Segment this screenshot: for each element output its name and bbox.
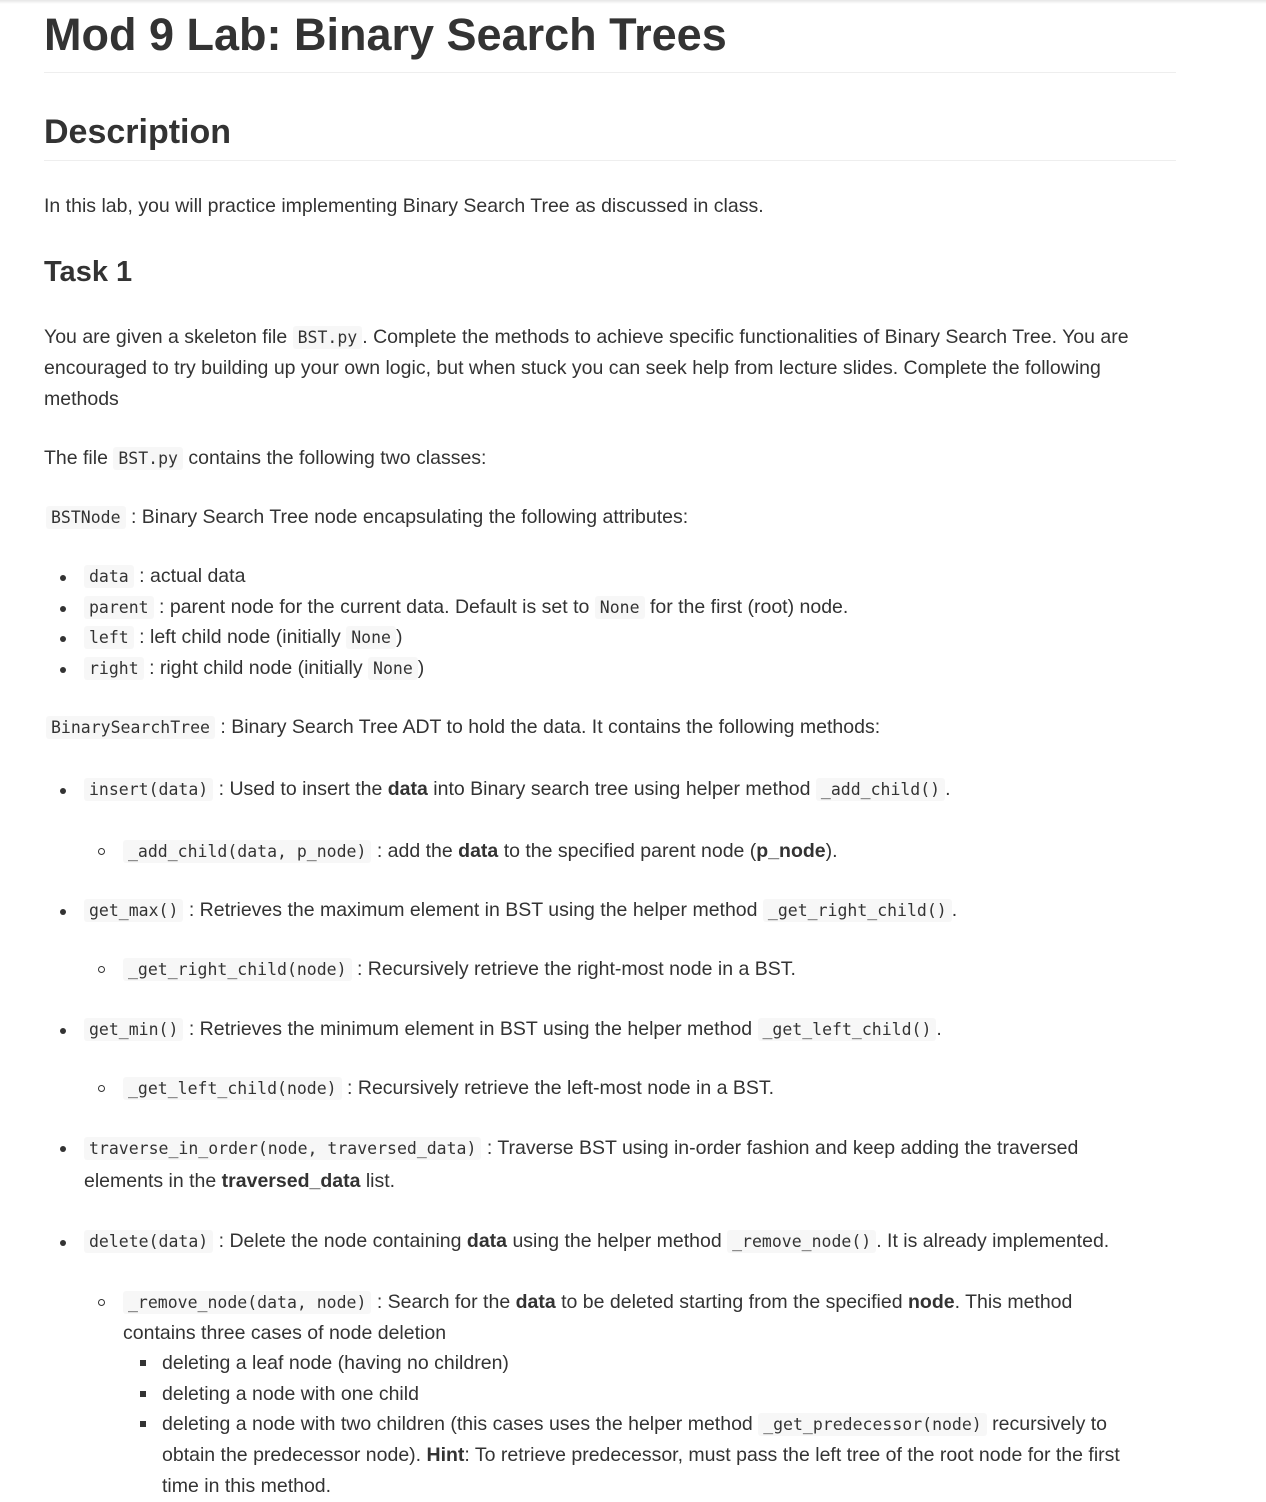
bullet <box>60 788 66 794</box>
page-title: Mod 9 Lab: Binary Search Trees <box>44 9 1176 73</box>
top-shadow <box>0 0 1266 4</box>
case-leaf-node: deleting a leaf node (having no children) <box>162 1352 509 1374</box>
task1-heading: Task 1 <box>44 256 133 288</box>
case-one-child: deleting a node with one child <box>162 1383 419 1405</box>
file-contents-text: The file BST.py contains the following two classes: <box>44 447 487 469</box>
sub-bullet <box>98 1085 105 1092</box>
bst-description: BinarySearchTree : Binary Search Tree ADT to hold the data. It contains the following methods: <box>46 712 1171 743</box>
method-delete: delete(data) : Delete the node containing data using the helper method _remove_node() . It is already implemented. <box>84 1226 1164 1257</box>
method-remove-node: _remove_node(data, node) : Search for the data to be deleted starting from the specified node. This method contains three cases of node deletion <box>123 1291 1073 1344</box>
sub-sub-bullet <box>140 1360 146 1366</box>
sub-bullet <box>98 966 105 973</box>
method-get-max: get_max() : Retrieves the maximum element in BST using the helper method _get_right_child() . <box>84 895 1164 926</box>
method-get-min: get_min() : Retrieves the minimum element in BST using the helper method _get_left_child() . <box>84 1014 1164 1045</box>
code-bst-file-2: BST.py <box>113 447 183 470</box>
list-item-left: left : left child node (initially None ) <box>84 622 1164 653</box>
sub-sub-bullet <box>140 1421 146 1427</box>
code-binarysearchtree: BinarySearchTree <box>46 716 215 739</box>
bullet <box>60 1028 66 1034</box>
method-get-right-child: _get_right_child(node) : Recursively retrieve the right-most node in a BST. <box>123 954 1203 985</box>
bullet <box>60 1146 66 1152</box>
bullet <box>60 575 66 581</box>
code-bst-file: BST.py <box>293 326 363 349</box>
bullet <box>60 1240 66 1246</box>
bstnode-description: BSTNode : Binary Search Tree node encapsulating the following attributes: <box>46 502 1171 533</box>
bullet <box>60 606 66 612</box>
sub-bullet <box>98 848 105 855</box>
bullet <box>60 636 66 642</box>
description-heading: Description <box>44 110 1176 161</box>
sub-bullet <box>98 1299 105 1306</box>
method-add-child: _add_child(data, p_node) : add the data to the specified parent node (p_node). <box>123 836 1203 867</box>
description-text: In this lab, you will practice implementing Binary Search Tree as discussed in class. <box>44 195 764 217</box>
method-traverse-in-order: traverse_in_order(node, traversed_data) : Traverse BST using in-order fashion and keep adding the traversed elements in the traversed_data list. <box>84 1137 1079 1192</box>
code-bstnode: BSTNode <box>46 506 126 529</box>
sub-sub-bullet <box>140 1391 146 1397</box>
method-get-left-child: _get_left_child(node) : Recursively retrieve the left-most node in a BST. <box>123 1073 1203 1104</box>
list-item-data: data : actual data <box>84 561 1164 592</box>
case-two-children: deleting a node with two children (this cases uses the helper method _get_predecessor(node) recursively to obtain the predecessor node). Hint: To retrieve predecessor, must pass the left tree of the root node for the first time in this method. <box>162 1413 1120 1497</box>
task1-intro: You are given a skeleton file BST.py . Complete the methods to achieve specific functionalities of Binary Search Tree. You are encouraged to try building up your own logic, but when stuck you can seek help from lecture slides. Complete the following methods <box>44 326 1129 410</box>
bullet <box>60 909 66 915</box>
bullet <box>60 667 66 673</box>
list-item-parent: parent : parent node for the current data. Default is set to None for the first (root) node. <box>84 592 1164 623</box>
method-insert: insert(data) : Used to insert the data into Binary search tree using helper method _add_child() . <box>84 774 1164 805</box>
list-item-right: right : right child node (initially None ) <box>84 653 1164 684</box>
